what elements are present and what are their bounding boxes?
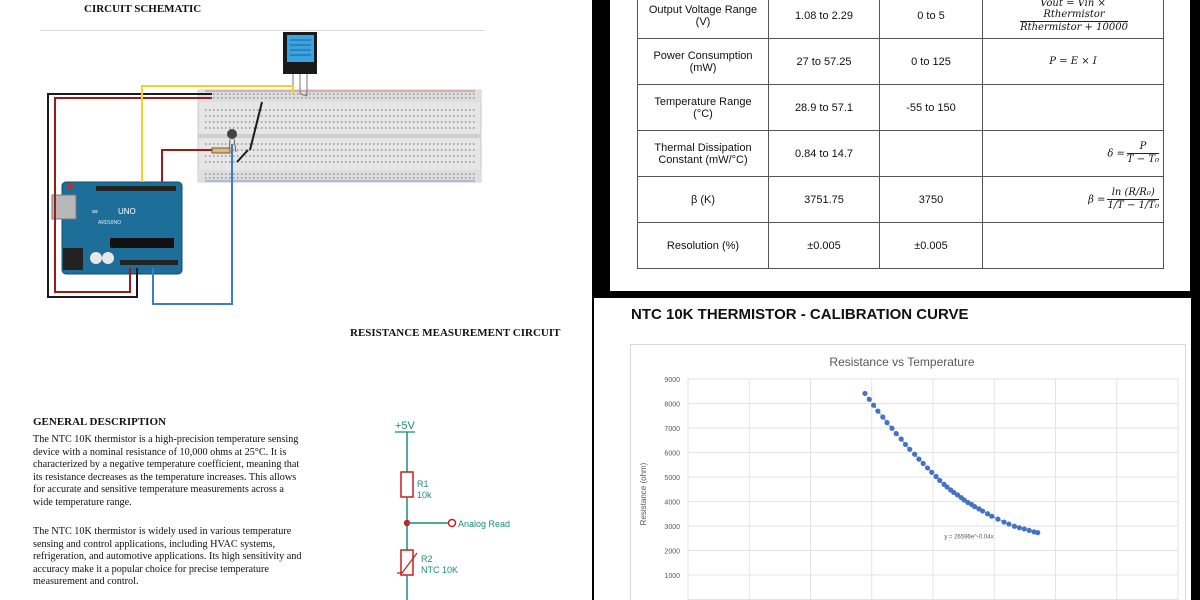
data-point — [1012, 524, 1017, 529]
data-point — [1027, 528, 1032, 533]
param-unit: (mW) — [689, 61, 717, 74]
formula-empty — [983, 85, 1164, 131]
data-point — [903, 442, 908, 447]
data-point — [894, 431, 899, 436]
table-row — [638, 85, 1164, 131]
resistance-circuit-title: RESISTANCE MEASUREMENT CIRCUIT — [350, 327, 561, 339]
description-heading: GENERAL DESCRIPTION — [33, 416, 166, 428]
board-brand-label: UNO — [118, 207, 136, 216]
formula-beta: β = $\frac{\text{ln (R/R₀)}}{\text{1/T − 1/T₀}}$ — [983, 177, 1164, 223]
data-point — [907, 447, 912, 452]
y-tick-label: 8000 — [664, 401, 680, 409]
y-tick-label: 6000 — [664, 450, 680, 458]
dht-sensor — [283, 32, 317, 94]
y-tick-label: 2000 — [664, 548, 680, 556]
voltage-divider-schematic — [370, 415, 530, 600]
data-point — [980, 508, 985, 513]
description-paragraph-1: The NTC 10K thermistor is a high-precision temperature sensing device with a nominal resistance of 10,000 ohms at 25°C. It is characterized by a negative temperature coefficient, meaning that its resistance decreases as the temperature increases. This allows for accurate and sensitive temperature measurements across a wide temperature range. — [33, 434, 300, 508]
r2-value: NTC 10K — [421, 565, 459, 575]
resistor-r1 — [401, 472, 413, 497]
y-tick-label: 1000 — [664, 573, 680, 580]
y-tick-label: 7000 — [664, 426, 680, 433]
rated-value — [880, 131, 983, 177]
schematic-title: CIRCUIT SCHEMATIC — [84, 3, 202, 15]
measured-value: 0.84 to 14.7 — [769, 131, 880, 177]
data-point — [880, 414, 885, 419]
data-point — [871, 403, 876, 408]
calibration-section-title: NTC 10K THERMISTOR - CALIBRATION CURVE — [631, 306, 969, 323]
data-point — [995, 517, 1000, 522]
measured-value: 28.9 to 57.1 — [769, 85, 880, 131]
svg-text:∞: ∞ — [92, 207, 98, 216]
spec-table — [637, 0, 1164, 269]
trendline-label: y = 26596e^-0.04x — [944, 534, 994, 541]
param-label: Resolution (%) — [638, 223, 769, 269]
rated-value: 3750 — [880, 177, 983, 223]
data-point — [921, 461, 926, 466]
table-row — [638, 131, 1164, 177]
calibration-panel — [594, 298, 1191, 600]
param-unit: (V) — [695, 15, 711, 28]
chart-title: Resistance vs Temperature — [829, 355, 975, 369]
supply-label: +5V — [395, 420, 415, 432]
data-point — [912, 452, 917, 457]
rated-value: ±0.005 — [880, 223, 983, 269]
data-point — [925, 465, 930, 470]
data-point — [884, 420, 889, 425]
data-point — [862, 391, 867, 396]
r2-name: R2 — [421, 554, 433, 564]
param-label: Thermal Dissipation — [654, 141, 752, 154]
data-point — [933, 474, 938, 479]
data-point — [1022, 526, 1027, 531]
data-point — [1035, 530, 1040, 535]
r1-value: 10k — [417, 490, 432, 500]
arduino-board — [52, 182, 182, 274]
table-row — [638, 177, 1164, 223]
rated-value: 0 to 5 — [880, 0, 983, 39]
y-axis-label: Resistance (ohm) — [639, 462, 648, 526]
formula-delta: δ = $\frac{P}{\text{T − T₀}}$ — [983, 131, 1164, 177]
formula-empty — [983, 223, 1164, 269]
measured-value: 27 to 57.25 — [769, 39, 880, 85]
y-tick-label: 5000 — [664, 475, 680, 482]
data-point — [889, 426, 894, 431]
param-unit: Constant (mW/°C) — [658, 153, 748, 166]
spec-table-panel — [610, 0, 1190, 291]
y-tick-label: 3000 — [664, 524, 680, 531]
y-tick-label: 4000 — [664, 499, 680, 507]
data-point — [937, 478, 942, 483]
description-paragraph-2: The NTC 10K thermistor is widely used in various temperature sensing and control applications, including HVAC systems, refrigeration, and automotive applications. Its high sensitivity and accuracy make it a popular choice for precise temperature measurement and control. — [33, 526, 302, 588]
measured-value: 3751.75 — [769, 177, 880, 223]
data-point — [989, 514, 994, 519]
table-row — [638, 39, 1164, 85]
table-row — [638, 223, 1164, 269]
table-row — [638, 0, 1164, 39]
y-tick-label: 9000 — [664, 377, 680, 384]
param-label: Output Voltage Range — [648, 3, 758, 16]
calibration-chart — [630, 344, 1186, 600]
board-name-label: ARDUINO — [98, 220, 122, 226]
data-point — [916, 457, 921, 462]
param-unit: (°C) — [693, 107, 713, 120]
formula-vout: Vout = Vin × $\frac{\text{Rthermistor}}{\text{Rthermistor + 10000}}$ — [983, 0, 1164, 39]
data-point — [867, 397, 872, 402]
r1-name: R1 — [417, 479, 429, 489]
data-point — [1017, 525, 1022, 530]
measured-value: ±0.005 — [769, 223, 880, 269]
analog-read-terminal — [449, 520, 456, 527]
analog-read-label: Analog Read — [458, 519, 511, 529]
formula-power: P = E × I — [983, 39, 1164, 85]
rated-value: -55 to 150 — [880, 85, 983, 131]
param-label: Power Consumption — [653, 49, 753, 62]
rated-value: 0 to 125 — [880, 39, 983, 85]
param-label: β (K) — [638, 177, 769, 223]
param-label: Temperature Range — [654, 95, 752, 108]
data-point — [1001, 519, 1006, 524]
y-axis-ticks — [664, 377, 680, 580]
data-point — [875, 408, 880, 413]
measured-value: 1.08 to 2.29 — [769, 0, 880, 39]
data-point — [1006, 521, 1011, 526]
document-page-left — [0, 0, 592, 600]
breadboard-schematic — [0, 30, 500, 315]
data-point — [929, 470, 934, 475]
data-point — [899, 436, 904, 441]
